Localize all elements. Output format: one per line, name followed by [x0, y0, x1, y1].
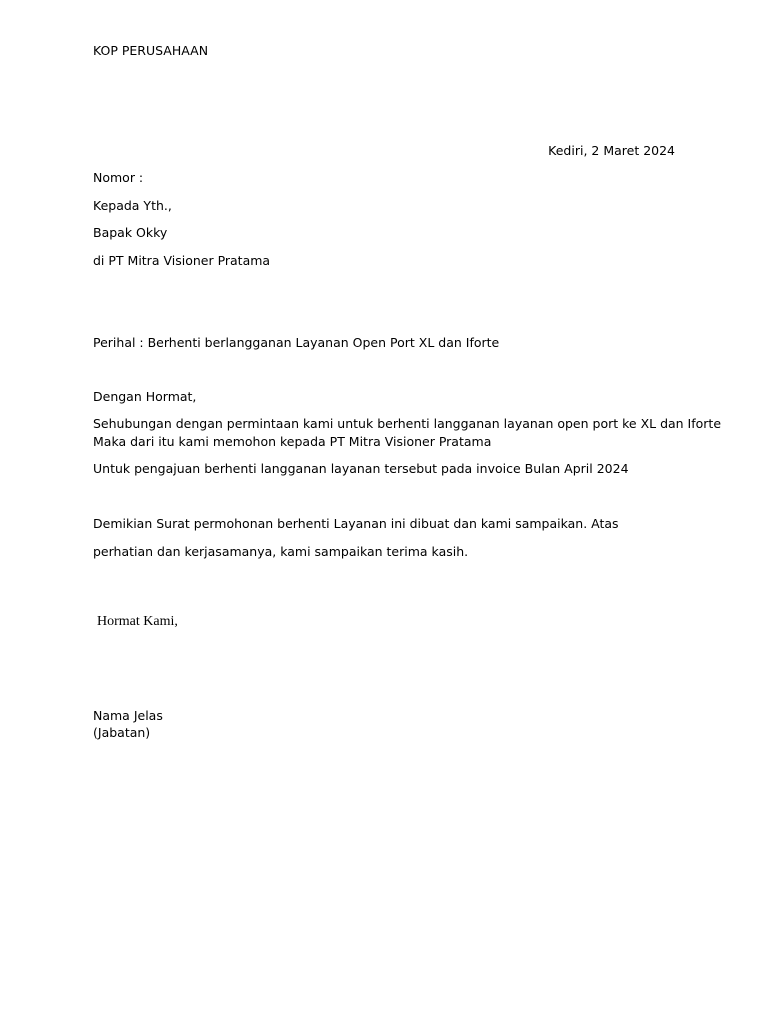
letterhead: KOP PERUSAHAAN [93, 43, 209, 58]
letter-greeting: Dengan Hormat, [93, 389, 197, 404]
signoff: Hormat Kami, [97, 614, 178, 629]
signatory-name: Nama Jelas [93, 708, 163, 723]
recipient-company: di PT Mitra Visioner Pratama [93, 253, 271, 268]
letter-date: Kediri, 2 Maret 2024 [548, 143, 675, 158]
recipient-name: Bapak Okky [93, 225, 168, 240]
recipient-to: Kepada Yth., [93, 198, 172, 213]
closing-line-1: Demikian Surat permohonan berhenti Layanan ini dibuat dan kami sampaikan. Atas [93, 516, 619, 531]
closing-line-2: perhatian dan kerjasamanya, kami sampaikan terima kasih. [93, 544, 469, 559]
signatory-title: (Jabatan) [93, 725, 151, 740]
body-line-1: Sehubungan dengan permintaan kami untuk berhenti langganan layanan open port ke XL dan Iforte [93, 416, 722, 431]
body-line-3: Untuk pengajuan berhenti langganan layanan tersebut pada invoice Bulan April 2024 [93, 461, 629, 476]
body-line-2: Maka dari itu kami memohon kepada PT Mitra Visioner Pratama [93, 434, 492, 449]
letter-subject: Perihal : Berhenti berlangganan Layanan Open Port XL dan Iforte [93, 335, 500, 350]
letter-number: Nomor : [93, 170, 144, 185]
